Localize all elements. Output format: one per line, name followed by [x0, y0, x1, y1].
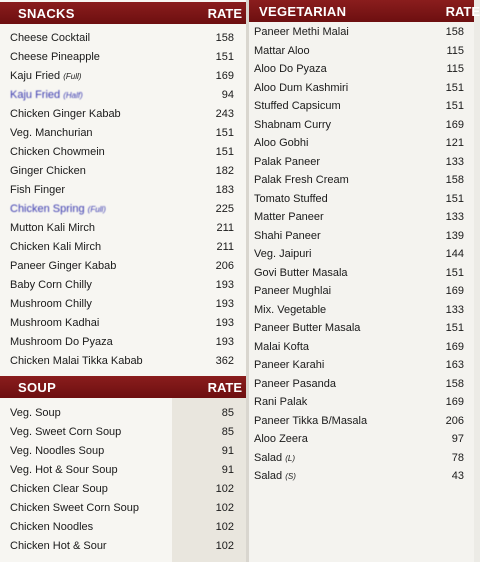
snacks-item-price: 183	[215, 184, 234, 196]
soup-item-name: Veg. Sweet Corn Soup	[10, 426, 122, 438]
snacks-header	[0, 2, 246, 24]
soup-rate-label: RATE	[207, 380, 242, 395]
snacks-item	[0, 87, 246, 105]
vegetarian-item-note: (L)	[285, 453, 295, 463]
vegetarian-item-price: 169	[445, 118, 464, 131]
snacks-item-name: Kaju Fried (Half)	[10, 89, 83, 101]
vegetarian-item	[249, 376, 474, 394]
vegetarian-item-price: 97	[451, 433, 464, 445]
vegetarian-item	[249, 431, 474, 449]
vegetarian-item	[249, 450, 474, 468]
snacks-item-name: Cheese Pineapple	[10, 51, 100, 63]
vegetarian-item	[249, 394, 474, 412]
soup-title: SOUP	[18, 380, 57, 395]
snacks-item-price: 193	[215, 317, 234, 329]
snacks-item-price: 151	[215, 127, 234, 139]
snacks-item-name: Paneer Ginger Kabab	[10, 260, 117, 272]
vegetarian-item	[249, 413, 474, 431]
snacks-item-name: Veg. Manchurian	[10, 127, 93, 139]
snacks-item	[0, 182, 246, 200]
snacks-item-name: Mushroom Kadhai	[10, 317, 100, 329]
vegetarian-item-name: Tomato Stuffed	[254, 192, 328, 205]
vegetarian-item-price: 169	[445, 340, 464, 353]
snacks-item-name: Ginger Chicken	[10, 165, 86, 177]
snacks-item	[0, 68, 246, 86]
snacks-item-name: Cheese Cocktail	[10, 32, 91, 44]
snacks-item	[0, 30, 246, 48]
snacks-item-name: Mutton Kali Mirch	[10, 222, 95, 234]
vegetarian-item-name: Aloo Do Pyaza	[254, 63, 327, 75]
vegetarian-item-price: 151	[445, 322, 464, 334]
snacks-item-price: 193	[215, 279, 234, 291]
vegetarian-item	[249, 246, 474, 264]
vegetarian-item-name: Palak Paneer	[254, 155, 321, 168]
snacks-item-price: 206	[215, 260, 234, 272]
snacks-item-note: (Half)	[63, 91, 83, 100]
soup-item	[0, 462, 246, 480]
vegetarian-item-name: Aloo Dum Kashmiri	[254, 81, 349, 94]
soup-item-name: Chicken Sweet Corn Soup	[10, 502, 140, 514]
vegetarian-item-name: Paneer Mughlai	[254, 285, 332, 297]
soup-item-price: 85	[221, 426, 234, 438]
vegetarian-item-price: 115	[446, 63, 464, 75]
vegetarian-item-name: Paneer Methi Malai	[254, 26, 349, 38]
vegetarian-item	[249, 228, 474, 246]
snacks-item-price: 193	[215, 298, 234, 310]
snacks-item	[0, 49, 246, 67]
vegetarian-item-price: 139	[445, 229, 464, 242]
vegetarian-item	[249, 98, 474, 116]
vegetarian-item-price: 169	[445, 396, 464, 408]
vegetarian-header	[249, 0, 480, 22]
vegetarian-item-name: Palak Fresh Cream	[254, 174, 349, 186]
vegetarian-item-name: Salad (L)	[254, 451, 295, 464]
soup-item-name: Chicken Clear Soup	[10, 483, 108, 495]
snacks-item	[0, 201, 246, 219]
snacks-item-price: 193	[215, 336, 234, 348]
vegetarian-item-price: 151	[445, 192, 464, 205]
snacks-item-price: 362	[215, 355, 234, 367]
vegetarian-item	[249, 24, 474, 42]
soup-item-name: Veg. Hot & Sour Soup	[10, 464, 118, 476]
vegetarian-item	[249, 80, 474, 98]
snacks-item-name: Chicken Ginger Kabab	[10, 108, 121, 120]
snacks-item-name: Baby Corn Chilly	[10, 279, 92, 291]
vegetarian-item-price: 158	[445, 174, 464, 186]
soup-item-price: 102	[215, 483, 234, 495]
soup-item	[0, 519, 246, 537]
soup-item	[0, 424, 246, 442]
vegetarian-item	[249, 117, 474, 135]
vegetarian-item-name: Govi Butter Masala	[254, 266, 348, 279]
soup-item-price: 102	[215, 540, 234, 552]
snacks-item	[0, 315, 246, 333]
vegetarian-item-price: 158	[445, 377, 464, 390]
snacks-rate-label: RATE	[207, 6, 242, 21]
vegetarian-item-price: 121	[445, 137, 464, 149]
soup-item-price: 85	[221, 407, 234, 419]
vegetarian-item-price: 115	[446, 44, 464, 57]
soup-item-name: Chicken Hot & Sour	[10, 540, 107, 552]
vegetarian-item-price: 169	[445, 285, 464, 297]
vegetarian-item	[249, 209, 474, 227]
vegetarian-item-name: Stuffed Capsicum	[254, 100, 341, 112]
vegetarian-item	[249, 302, 474, 320]
snacks-item-price: 169	[215, 70, 234, 82]
vegetarian-item	[249, 154, 474, 172]
vegetarian-item-name: Paneer Butter Masala	[254, 322, 361, 334]
vegetarian-item	[249, 339, 474, 357]
snacks-item-price: 158	[215, 32, 234, 44]
vegetarian-item	[249, 135, 474, 153]
soup-item	[0, 481, 246, 499]
vegetarian-item	[249, 191, 474, 209]
vegetarian-item-name: Paneer Pasanda	[254, 377, 336, 390]
snacks-item-name: Fish Finger	[10, 184, 66, 196]
vegetarian-item-note: (S)	[285, 472, 296, 481]
vegetarian-item-name: Aloo Gobhi	[254, 137, 309, 149]
vegetarian-item	[249, 172, 474, 190]
vegetarian-item-name: Matter Paneer	[254, 211, 324, 223]
soup-header	[0, 376, 246, 398]
vegetarian-item-name: Mattar Aloo	[254, 44, 310, 57]
snacks-item-note: (Full)	[87, 205, 106, 214]
snacks-item-price: 243	[215, 108, 234, 120]
vegetarian-item-price: 163	[445, 359, 464, 371]
snacks-item-name: Chicken Malai Tikka Kabab	[10, 355, 143, 367]
soup-item-name: Chicken Noodles	[10, 521, 94, 533]
vegetarian-rate-label: RATE	[445, 4, 480, 19]
snacks-item-name: Chicken Spring (Full)	[10, 203, 106, 215]
soup-item	[0, 405, 246, 423]
snacks-item-price: 211	[216, 222, 234, 234]
soup-item	[0, 538, 246, 556]
vegetarian-item-price: 133	[445, 303, 464, 316]
vegetarian-item-name: Shabnam Curry	[254, 118, 332, 131]
vegetarian-item-price: 133	[445, 155, 464, 168]
vegetarian-title: VEGETARIAN	[259, 4, 347, 19]
snacks-item-price: 182	[215, 165, 234, 177]
vegetarian-item-name: Rani Palak	[254, 396, 308, 408]
vegetarian-item	[249, 61, 474, 79]
soup-item	[0, 443, 246, 461]
vegetarian-item	[249, 468, 474, 486]
snacks-item	[0, 163, 246, 181]
soup-item-price: 102	[215, 521, 234, 533]
snacks-item-price: 151	[215, 146, 234, 158]
snacks-item	[0, 220, 246, 238]
vegetarian-item-name: Malai Kofta	[254, 340, 310, 353]
vegetarian-item	[249, 43, 474, 61]
snacks-item-name: Kaju Fried (Full)	[10, 70, 82, 82]
snacks-item-price: 151	[215, 51, 234, 63]
snacks-item-name: Chicken Kali Mirch	[10, 241, 102, 253]
vegetarian-item	[249, 320, 474, 338]
vegetarian-item-price: 144	[445, 248, 464, 260]
vegetarian-item-price: 206	[445, 414, 464, 427]
vegetarian-item-name: Salad (S)	[254, 470, 296, 482]
vegetarian-item	[249, 265, 474, 283]
snacks-item	[0, 334, 246, 352]
vegetarian-item	[249, 283, 474, 301]
vegetarian-item-name: Shahi Paneer	[254, 229, 321, 242]
vegetarian-item-price: 151	[445, 100, 464, 112]
soup-item-name: Veg. Soup	[10, 407, 61, 419]
vegetarian-item-price: 43	[451, 470, 464, 482]
snacks-item	[0, 125, 246, 143]
snacks-item-price: 94	[221, 89, 234, 101]
snacks-item	[0, 106, 246, 124]
soup-item-price: 91	[221, 445, 234, 457]
vegetarian-item-name: Paneer Karahi	[254, 359, 325, 371]
snacks-item-price: 225	[215, 203, 234, 215]
vegetarian-item-price: 158	[445, 26, 464, 38]
vegetarian-item-name: Mix. Vegetable	[254, 303, 327, 316]
vegetarian-item-name: Aloo Zeera	[254, 433, 308, 445]
snacks-item-price: 211	[216, 241, 234, 253]
vegetarian-item-price: 133	[445, 211, 464, 223]
vegetarian-item	[249, 357, 474, 375]
soup-item-price: 91	[221, 464, 234, 476]
vegetarian-item-price: 151	[445, 266, 464, 279]
soup-item-name: Veg. Noodles Soup	[10, 445, 105, 457]
snacks-title: SNACKS	[18, 6, 75, 21]
snacks-item	[0, 277, 246, 295]
snacks-item	[0, 296, 246, 314]
vegetarian-item-price: 78	[451, 451, 464, 464]
snacks-item-name: Chicken Chowmein	[10, 146, 105, 158]
snacks-item	[0, 258, 246, 276]
snacks-item	[0, 144, 246, 162]
snacks-item-note: (Full)	[63, 72, 82, 81]
soup-item-price: 102	[215, 502, 234, 514]
soup-item	[0, 500, 246, 518]
right-menu-panel	[249, 0, 480, 562]
vegetarian-item-name: Paneer Tikka B/Masala	[254, 414, 368, 427]
snacks-item	[0, 239, 246, 257]
vegetarian-item-name: Veg. Jaipuri	[254, 248, 312, 260]
snacks-item	[0, 353, 246, 371]
snacks-item-name: Mushroom Do Pyaza	[10, 336, 113, 348]
snacks-item-name: Mushroom Chilly	[10, 298, 92, 310]
vegetarian-item-price: 151	[445, 81, 464, 94]
